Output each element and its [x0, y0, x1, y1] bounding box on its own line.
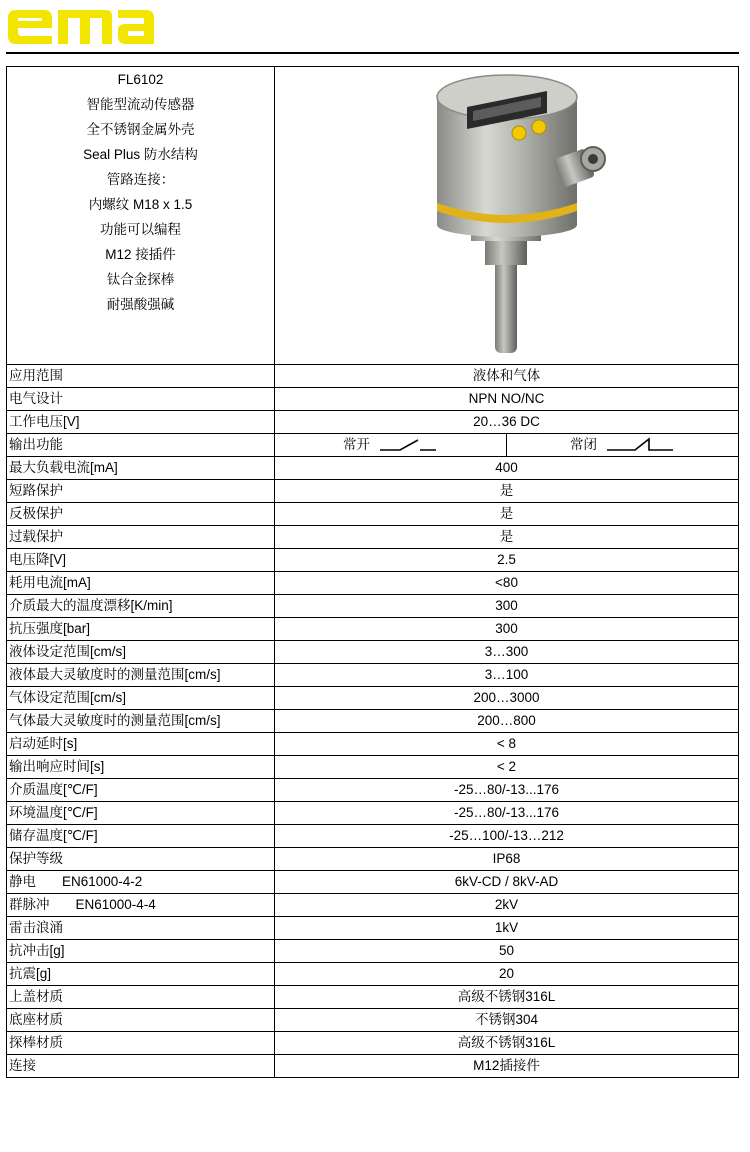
spec-value: 6kV-CD / 8kV-AD [275, 871, 739, 894]
spec-row [7, 365, 739, 388]
spec-label-text: 短路保护 [9, 483, 63, 498]
spec-label-text: 抗压强度[bar] [9, 621, 91, 636]
spec-value: 2.5 [275, 549, 739, 572]
spec-label [7, 480, 275, 503]
spec-label [7, 457, 275, 480]
spec-label [7, 1009, 275, 1032]
spec-label [7, 848, 275, 871]
spec-row [7, 411, 739, 434]
spec-label-text: 抗冲击[g] [9, 943, 65, 958]
spec-label [7, 664, 275, 687]
spec-table [6, 66, 739, 1078]
spec-label [7, 940, 275, 963]
spec-row [7, 871, 739, 894]
intro-line: 全不锈钢金属外壳 [86, 122, 195, 137]
spec-value: 20…36 DC [275, 411, 739, 434]
spec-value: 200…800 [275, 710, 739, 733]
spec-label-text: 介质最大的温度漂移[K/min] [9, 598, 173, 613]
flow-sensor-image [407, 67, 607, 357]
spec-label-text: 群脉冲 [9, 897, 50, 912]
no-label: 常开 [343, 437, 370, 452]
intro-line: 耐强酸强碱 [106, 297, 175, 312]
spec-value: 高级不锈钢316L [275, 1032, 739, 1055]
spec-label-text: 启动延时[s] [9, 736, 78, 751]
spec-row [7, 1032, 739, 1055]
intro-line: FL6102 [117, 72, 164, 87]
spec-row [7, 825, 739, 848]
spec-row [7, 480, 739, 503]
spec-label-text: 电压降[V] [9, 552, 67, 567]
spec-row [7, 388, 739, 411]
spec-label [7, 825, 275, 848]
spec-label-text: 耗用电流[mA] [9, 575, 91, 590]
spec-label [7, 618, 275, 641]
spec-label [7, 894, 275, 917]
spec-row [7, 595, 739, 618]
intro-line: Seal Plus 防水结构 [83, 147, 198, 162]
spec-row [7, 457, 739, 480]
spec-label-text: 电气设计 [9, 391, 63, 406]
header-divider [6, 52, 739, 54]
spec-row [7, 664, 739, 687]
spec-label [7, 687, 275, 710]
spec-label [7, 595, 275, 618]
normally-open-switch-icon [378, 438, 438, 452]
spec-value: 是 [275, 480, 739, 503]
spec-label [7, 963, 275, 986]
spec-label-text: 抗震[g] [9, 966, 52, 981]
spec-label [7, 733, 275, 756]
spec-value: 200…3000 [275, 687, 739, 710]
intro-line: M12 接插件 [105, 247, 176, 262]
spec-label [7, 710, 275, 733]
spec-value: 50 [275, 940, 739, 963]
output-nc [507, 434, 739, 457]
spec-row [7, 549, 739, 572]
spec-row [7, 687, 739, 710]
spec-label-text: 输出响应时间[s] [9, 759, 105, 774]
product-photo [275, 67, 739, 365]
spec-label-text: 工作电压[V] [9, 414, 80, 429]
spec-value: -25…80/-13...176 [275, 779, 739, 802]
spec-value: 高级不锈钢316L [275, 986, 739, 1009]
intro-line: 钛合金探棒 [106, 272, 175, 287]
spec-label [7, 388, 275, 411]
spec-label [7, 526, 275, 549]
spec-label-text: 输出功能 [9, 437, 63, 452]
spec-label-text: 介质温度[℃/F] [9, 782, 98, 797]
spec-value: M12插接件 [275, 1055, 739, 1078]
spec-label-text: 底座材质 [9, 1012, 63, 1027]
intro-line: 智能型流动传感器 [86, 97, 195, 112]
spec-label [7, 917, 275, 940]
spec-row [7, 802, 739, 825]
spec-label [7, 572, 275, 595]
spec-row [7, 572, 739, 595]
spec-row [7, 618, 739, 641]
spec-value: -25…100/-13…212 [275, 825, 739, 848]
spec-label-text: 保护等级 [9, 851, 63, 866]
spec-label-text: 上盖材质 [9, 989, 63, 1004]
spec-row [7, 710, 739, 733]
spec-label-text: 气体设定范围[cm/s] [9, 690, 126, 705]
spec-label [7, 871, 275, 894]
spec-row [7, 756, 739, 779]
spec-label-text: 储存温度[℃/F] [9, 828, 98, 843]
intro-line: 内螺纹 M18 x 1.5 [88, 197, 193, 212]
spec-row [7, 641, 739, 664]
spec-value: 3…100 [275, 664, 739, 687]
spec-label-text: 过载保护 [9, 529, 63, 544]
spec-row [7, 894, 739, 917]
spec-row [7, 940, 739, 963]
spec-row [7, 779, 739, 802]
spec-value: 3…300 [275, 641, 739, 664]
spec-label [7, 549, 275, 572]
spec-label [7, 756, 275, 779]
ema-logo [6, 4, 156, 46]
spec-row [7, 917, 739, 940]
spec-row [7, 503, 739, 526]
spec-value: 300 [275, 618, 739, 641]
spec-value: < 2 [275, 756, 739, 779]
spec-value: 2kV [275, 894, 739, 917]
intro-line: 功能可以编程 [100, 222, 181, 237]
spec-label [7, 365, 275, 388]
spec-label-text: 液体最大灵敏度时的测量范围[cm/s] [9, 667, 221, 682]
spec-label [7, 641, 275, 664]
spec-row [7, 733, 739, 756]
output-no [275, 434, 507, 457]
spec-label [7, 986, 275, 1009]
spec-label [7, 434, 275, 457]
spec-label-text: 环境温度[℃/F] [9, 805, 98, 820]
spec-value: -25…80/-13...176 [275, 802, 739, 825]
spec-label-text: 静电 [9, 874, 36, 889]
spec-row [7, 526, 739, 549]
spec-row [7, 434, 739, 457]
spec-label-text: 反极保护 [9, 506, 63, 521]
spec-label [7, 503, 275, 526]
spec-row [7, 848, 739, 871]
spec-label-text: 雷击浪涌 [9, 920, 63, 935]
spec-value: 20 [275, 963, 739, 986]
spec-row [7, 963, 739, 986]
spec-label-text: 液体设定范围[cm/s] [9, 644, 126, 659]
spec-value: 液体和气体 [275, 365, 739, 388]
spec-row [7, 986, 739, 1009]
spec-label [7, 1032, 275, 1055]
spec-standard: EN61000-4-2 [62, 874, 143, 889]
spec-label [7, 802, 275, 825]
spec-row [7, 1009, 739, 1032]
spec-label [7, 779, 275, 802]
spec-value: 是 [275, 526, 739, 549]
spec-label-text: 连接 [9, 1058, 36, 1073]
spec-value: < 8 [275, 733, 739, 756]
spec-label-text: 探棒材质 [9, 1035, 63, 1050]
spec-label-text: 最大负载电流[mA] [9, 460, 118, 475]
spec-value: <80 [275, 572, 739, 595]
spec-value: 不锈钢304 [275, 1009, 739, 1032]
spec-row [7, 1055, 739, 1078]
normally-closed-switch-icon [605, 437, 675, 453]
spec-value: NPN NO/NC [275, 388, 739, 411]
spec-label-text: 气体最大灵敏度时的测量范围[cm/s] [9, 713, 221, 728]
spec-value: 是 [275, 503, 739, 526]
nc-label: 常闭 [570, 437, 597, 452]
spec-standard: EN61000-4-4 [75, 897, 156, 912]
spec-label-text: 应用范围 [9, 368, 63, 383]
spec-value: 300 [275, 595, 739, 618]
spec-value: 1kV [275, 917, 739, 940]
intro-line: 管路连接： [106, 172, 175, 187]
intro-row [7, 67, 739, 365]
product-intro [7, 67, 275, 365]
spec-label [7, 411, 275, 434]
spec-value: 400 [275, 457, 739, 480]
spec-label [7, 1055, 275, 1078]
spec-value: IP68 [275, 848, 739, 871]
